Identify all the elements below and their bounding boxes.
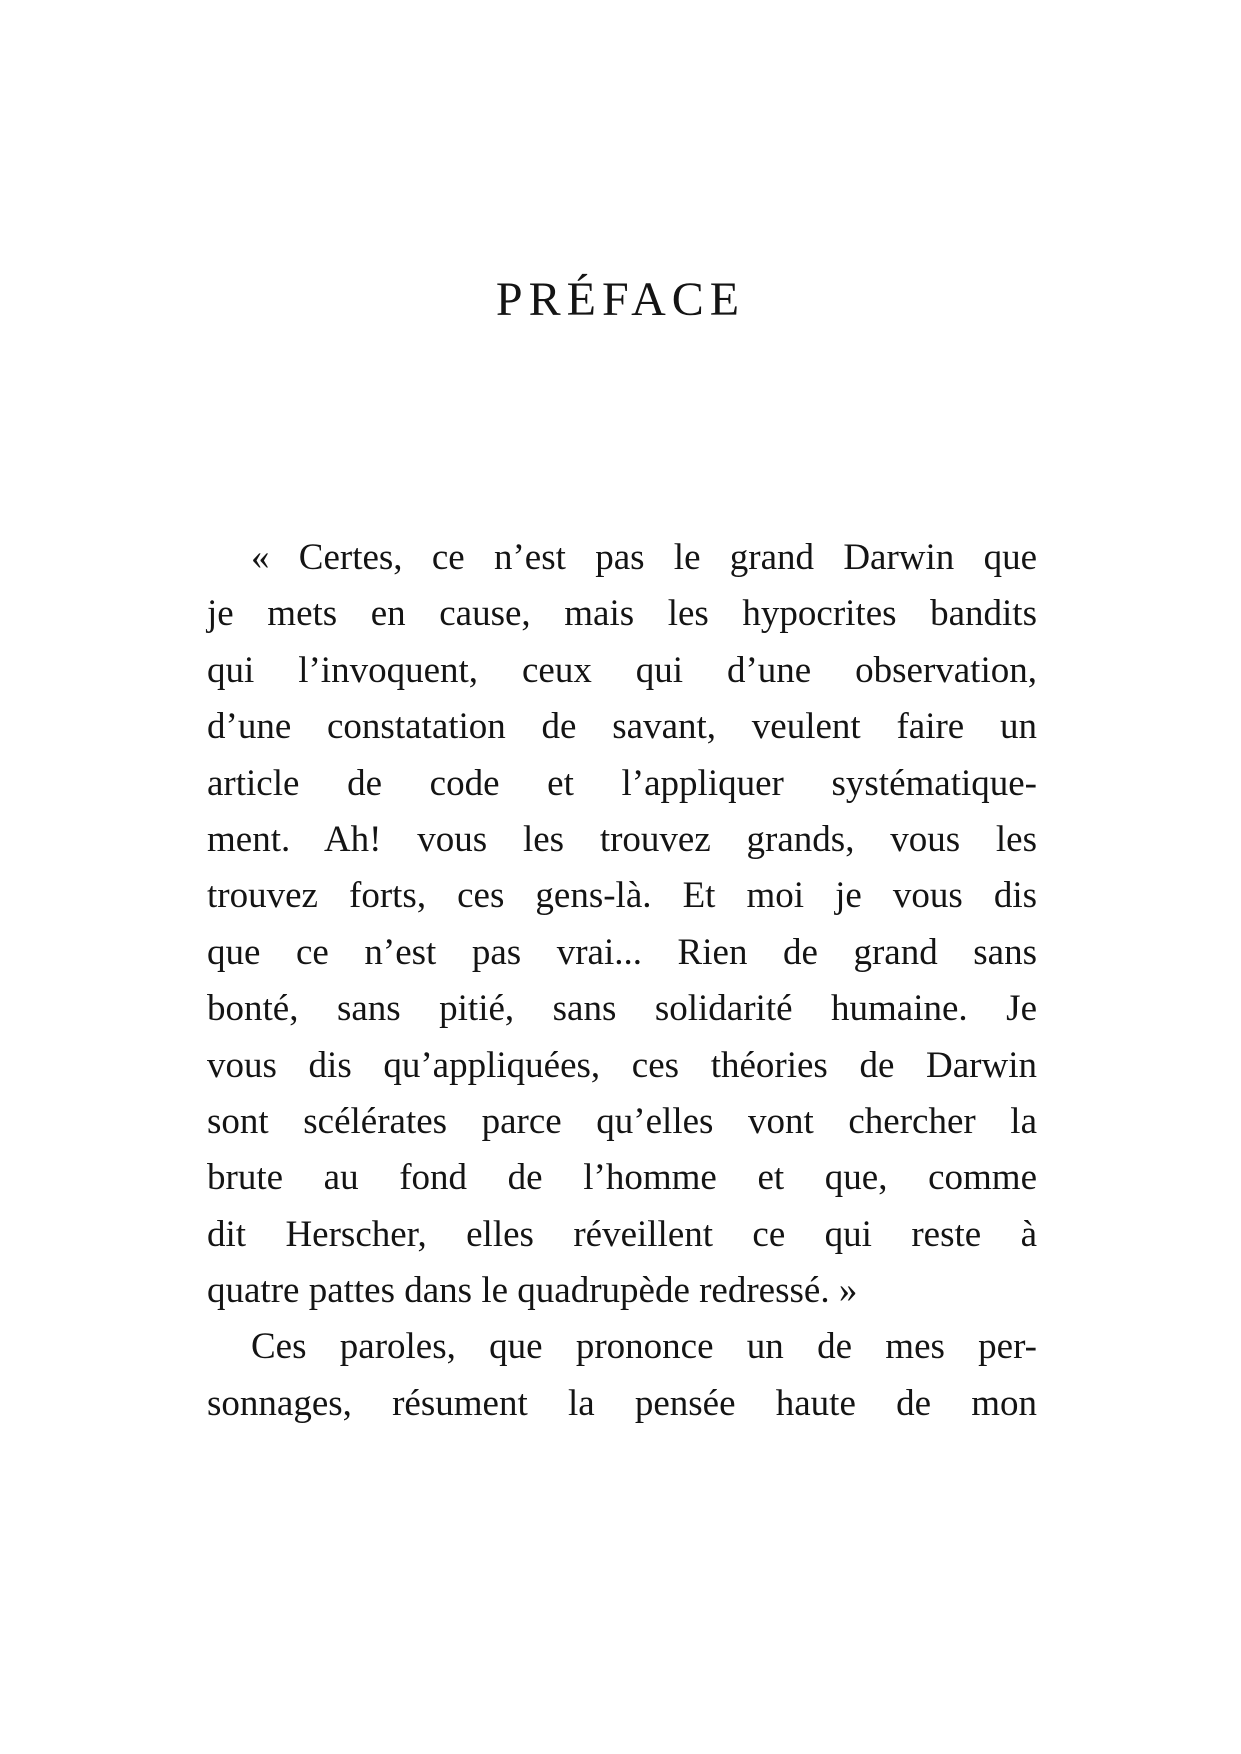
page-title: PRÉFACE: [495, 273, 746, 326]
text-line: ment. Ah! vous les trouvez grands, vous les: [207, 818, 1037, 860]
text-line: sonnages, résument la pensée haute de mon: [207, 1382, 1037, 1424]
text-line: brute au fond de l’homme et que, comme: [207, 1157, 1037, 1199]
text-line: trouvez forts, ces gens-là. Et moi je vous dis: [207, 875, 1037, 917]
text-line: vous dis qu’appliquées, ces théories de Darwin: [207, 1044, 1037, 1086]
text-line: article de code et l’appliquer systématique-: [207, 762, 1037, 804]
text-line: Ces paroles, que prononce un de mes per-: [251, 1326, 1037, 1368]
text-line: sont scélérates parce qu’elles vont chercher la: [207, 1100, 1037, 1142]
text-line: quatre pattes dans le quadrupède redressé. »: [207, 1270, 858, 1312]
text-line: bonté, sans pitié, sans solidarité humaine. Je: [207, 988, 1037, 1030]
text-line: que ce n’est pas vrai... Rien de grand sans: [207, 931, 1037, 973]
text-line: « Certes, ce n’est pas le grand Darwin que: [251, 537, 1037, 578]
body-text: [207, 530, 1037, 1432]
text-line: je mets en cause, mais les hypocrites bandits: [207, 593, 1037, 635]
text-line: dit Herscher, elles réveillent ce qui reste à: [207, 1213, 1037, 1255]
paragraph-commentary: [207, 1319, 1037, 1432]
text-line: d’une constatation de savant, veulent faire un: [207, 706, 1037, 748]
paragraph-quote: [207, 530, 1037, 1319]
text-line: qui l’invoquent, ceux qui d’une observation,: [207, 649, 1037, 691]
